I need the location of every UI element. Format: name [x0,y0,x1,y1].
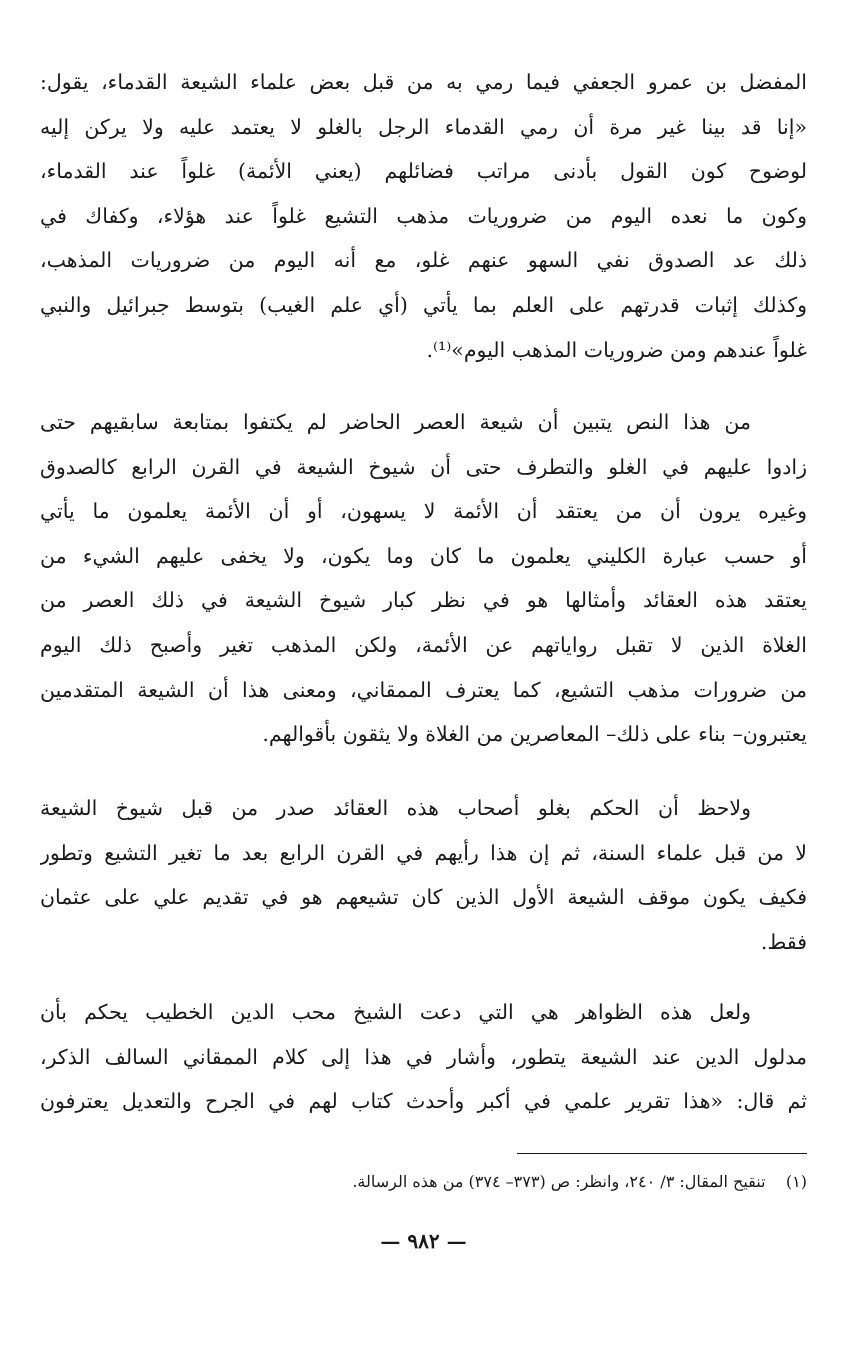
text-line: المفضل بن عمرو الجعفي فيما رمي به من قبل بعض علماء الشيعة القدماء، يقول: [40,70,807,94]
paragraph-conclusion [40,990,807,1124]
text-line: ولعل هذه الظواهر هي التي دعت الشيخ محب الدين الخطيب يحكم بأن [40,1000,751,1024]
text-line: من هذا النص يتبين أن شيعة العصر الحاضر لم يكتفوا بمتابعة سابقيهم حتى [40,410,751,434]
paragraph-analysis [40,400,807,757]
text-line: زادوا عليهم في الغلو والتطرف حتى أن شيوخ الشيعة في القرن الرابع كالصدوق [40,454,807,479]
page-number: — ٩٨٢ — [380,1229,467,1253]
footnote [40,1168,807,1196]
text-line: من ضرورات مذهب التشيع، كما يعترف الممقاني، ومعنى هذا أن الشيعة المتقدمين [40,677,807,702]
paragraph-note [40,786,807,964]
text-line: يعتقد هذه العقائد وأمثالها هو في نظر كبار شيوخ الشيعة في ذلك العصر من [40,588,807,613]
text-line: فقط. [760,929,807,954]
footnote-divider [517,1153,807,1154]
text-line: «إنا قد بينا غير مرة أن رمي القدماء الرجل بالغلو لا يعتمد عليه ولا يركن إليه [40,114,807,139]
text-line: ولاحظ أن الحكم بغلو أصحاب هذه العقائد صدر من قبل شيوخ الشيعة [40,796,751,820]
text-line: وغيره يرون أن من يعتقد أن الأئمة لا يسهون، أو أن الأئمة يعلمون ما يأتي [40,499,807,524]
text-line: مدلول الدين عند الشيعة يتطور، وأشار في هذا إلى كلام الممقاني السالف الذكر، [40,1044,807,1069]
text-line: ثم قال: «هذا تقرير علمي في أكبر وأحدث كتاب لهم في الجرح والتعديل يعترفون [40,1089,807,1114]
text-line: غلواً عندهم ومن ضروريات المذهب اليوم»⁽¹⁾. [426,337,807,362]
text-line: الغلاة الذين لا تقبل رواياتهم عن الأئمة، ولكن المذهب تغير وأصبح ذلك اليوم [40,632,807,657]
text-line: يعتبرون– بناء على ذلك– المعاصرين من الغلاة ولا يثقون بأقوالهم. [262,722,807,747]
footnote-marker: (١) [785,1172,807,1191]
text-line: ذلك عد الصدوق نفي السهو عنهم غلو، مع أنه اليوم من ضروريات المذهب، [40,248,807,273]
footnote-text: تنقيح المقال: ٣/ ٢٤٠، وانظر: ص (٣٧٣– ٣٧٤) من هذه الرسالة. [352,1172,766,1191]
text-line: فكيف يكون موقف الشيعة الأول الذين كان تشيعهم هو في تقديم علي على عثمان [40,885,807,910]
text-line: لوضوح كون القول بأدنى مراتب فضائلهم (يعني الأئمة) غلواً عند القدماء، [40,159,807,184]
text-line: أو حسب عبارة الكليني يعلمون ما كان وما يكون، ولا يخفى عليهم الشيء من [40,543,807,568]
paragraph-quote [40,60,807,372]
text-line: وكون ما نعده اليوم من ضروريات مذهب التشيع غلواً عند هؤلاء، وكفاك في [40,203,807,228]
text-line: لا من قبل علماء السنة، ثم إن هذا رأيهم في القرن الرابع بعد ما تغير التشيع وتطور [40,840,807,865]
text-line: وكذلك إثبات قدرتهم على العلم بما يأتي (أي علم الغيب) بتوسط جبرائيل والنبي [40,292,807,317]
